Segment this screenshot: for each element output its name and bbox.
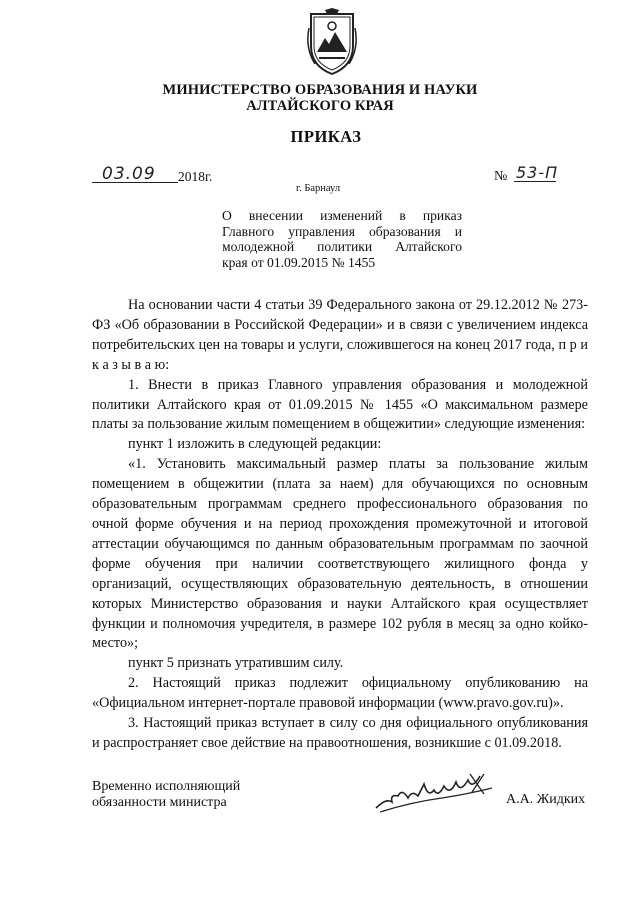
number-underline — [514, 181, 556, 182]
document-type-title: ПРИКАЗ — [290, 127, 362, 146]
body-paragraph: На основании части 4 статьи 39 Федерального закона от 29.12.2012 № 273-ФЗ «Об образовании в Российской Федерации» и в связи с увеличением индекса потребительских цен на товары и услуги, сложившегося на конец 2017 года, п р и к а з ы в а ю: — [92, 297, 588, 373]
body-paragraph: 1. Внести в приказ Главного управления образования и молодежной политики Алтайского края от 01.09.2015 № 1455 «О максимальном размере платы за пользование жилым помещением в общежитии» следующие изменения: — [92, 376, 588, 433]
body-paragraph: пункт 5 признать утратившим силу. — [128, 655, 344, 672]
city-label: г. Барнаул — [296, 183, 341, 194]
order-number — [494, 163, 574, 185]
body-paragraph: 2. Настоящий приказ подлежит официальному опубликованию на «Официальном интернет-портале правовой информации (www.pravo.gov.ru)». — [92, 675, 588, 712]
body-paragraph: 3. Настоящий приказ вступает в силу со дня официального опубликования и распространяет свое действие на правоотношения, возникшие с 01.09.2018. — [92, 715, 588, 751]
position-line: обязанности министра — [92, 795, 227, 810]
altai-krai-coat-of-arms-icon — [305, 8, 359, 78]
signatory-position — [92, 779, 240, 811]
ministry-name-line2: АЛТАЙСКОГО КРАЯ — [246, 98, 394, 114]
subject-line: О внесении изменений в приказ — [222, 208, 462, 223]
position-line: Временно исполняющий — [92, 779, 241, 794]
subject-line: Главного управления образования и — [222, 223, 462, 239]
subject-line: края от 01.09.2015 № 1455 — [222, 254, 376, 270]
subject-line: молодежной политики Алтайского — [222, 239, 462, 254]
order-subject — [222, 208, 462, 270]
handwritten-date: 03.09 — [102, 164, 156, 184]
order-body — [92, 296, 588, 754]
date-underline — [92, 182, 178, 183]
ministry-name-line1: МИНИСТЕРСТВО ОБРАЗОВАНИЯ И НАУКИ — [162, 82, 478, 98]
handwritten-signature-icon — [372, 768, 500, 818]
signer-name: А.А. Жидких — [506, 792, 586, 807]
order-date — [92, 164, 218, 186]
body-paragraph: «1. Установить максимальный размер платы за пользование жилым помещением в общежитии (плата за наем) для обучающихся по основным образовательным программам среднего профессионального образования по очной форме обучения и на период прохождения промежуточной и итоговой аттестации обучающимся по данным образовательным программам по заочной форме обучения при наличии соответствующего жилищного фонда у организаций, осуществляющих образовательную деятельность, в отношении которых Министерство образования и науки Алтайского края осуществляет функции и полномочия учредителя, в размере 102 рубля в месяц за одно койко-место»; — [92, 456, 588, 652]
body-paragraph: пункт 1 изложить в следующей редакции: — [128, 436, 382, 453]
handwritten-number: 53-П — [516, 163, 559, 182]
date-year: 2018г. — [178, 169, 213, 184]
number-sign: № — [494, 169, 508, 184]
